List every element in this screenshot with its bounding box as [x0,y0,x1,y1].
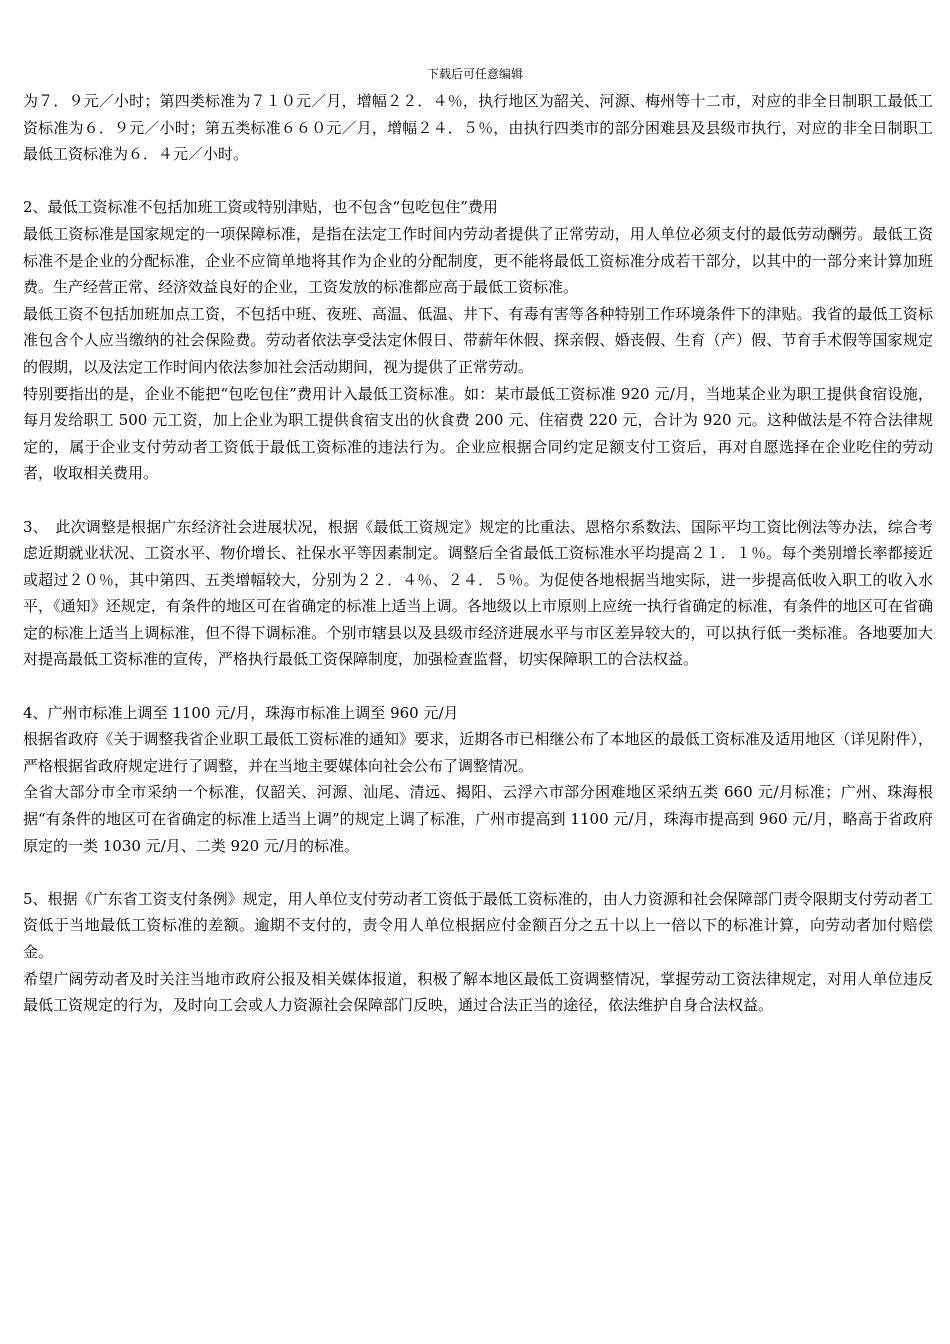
paragraph: 最低工资不包括加班加点工资，不包括中班、夜班、高温、低温、井下、有毒有害等各种特别工作环境条件下的津贴。我省的最低工资标准包含个人应当缴纳的社会保险费。劳动者依法享受法定休假日、带薪年休假、探亲假、婚丧假、生育（产）假、节育手术假等国家规定的假期，以及法定工作时间内依法参加社会活动期间，视为提供了正常劳动。 [23,304,933,376]
paragraph-gap [23,168,933,195]
section-heading: 2、最低工资标准不包括加班工资或特别津贴，也不包含“包吃包住”费用 [23,198,498,217]
paragraph: 希望广阔劳动者及时关注当地市政府公报及相关媒体报道，积极了解本地区最低工资调整情况，掌握劳动工资法律规定，对用人单位违反最低工资规定的行为，及时向工会或人力资源社会保障部门反映，通过合法正当的途径，依法维护自身合法权益。 [23,969,933,1015]
paragraph-gap [23,859,933,886]
paragraph: 最低工资标准是国家规定的一项保障标准，是指在法定工作时间内劳动者提供了正常劳动，用人单位必须支付的最低劳动酬劳。最低工资标准不是企业的分配标准，企业不应简单地将其作为企业的分配制度，更不能将最低工资标准分成若干部分，以其中的一部分来计算加班费。生产经营正常、经济效益良好的企业，工资发放的标准都应高于最低工资标准。 [23,224,933,297]
paragraph-gap [23,673,933,700]
section-heading: 4、广州市标准上调至 1100 元/月，珠海市标准上调至 960 元/月 [23,703,459,722]
paragraph-gap [23,487,933,514]
page-header: 下载后可任意编辑 [426,67,523,81]
paragraph: 根据省政府《关于调整我省企业职工最低工资标准的通知》要求，近期各市已相继公布了本地区的最低工资标准及适用地区（详见附件），严格根据省政府规定进行了调整，并在当地主要媒体向社会公布了调整情况。 [23,730,933,775]
document-body [23,88,933,1019]
paragraph: 全省大部分市全市采纳一个标准，仅韶关、河源、汕尾、清远、揭阳、云浮六市部分困难地区采纳五类 660 元/月标准；广州、珠海根据“有条件的地区可在省确定的标准上适当上调”的规定上调了标准，广州市提高到 1100 元/月，珠海市提高到 960 元/月，略高于省政府原定的一类 1030 元/月、二类 920 元/月的标准。 [23,783,933,855]
paragraph: 特别要指出的是，企业不能把“包吃包住”费用计入最低工资标准。如：某市最低工资标准 920 元/月，当地某企业为职工提供食宿设施，每月发给职工 500 元工资，加上企业为职工提供食宿支出的伙食费 200 元、住宿费 220 元，合计为 920 元。这种做法是不符合法律规定的，属于企业支付劳动者工资低于最低工资标准的违法行为。企业应根据合同约定足额支付工资后，再对自愿选择在企业吃住的劳动者，收取相关费用。 [23,384,933,483]
paragraph: 3、 此次调整是根据广东经济社会进展状况，根据《最低工资规定》规定的比重法、恩格尔系数法、国际平均工资比例法等办法，综合考虑近期就业状况、工资水平、物价增长、社保水平等因素制定。调整后全省最低工资标准水平均提高２１．１％。每个类别增长率都接近或超过２０％，其中第四、五类增幅较大，分别为２２．４％、２４．５％。为促使各地根据当地实际，进一步提高低收入职工的收入水平，《通知》还规定，有条件的地区可在省确定的标准上适当上调。各地级以上市原则上应统一执行省确定的标准，有条件的地区可在省确定的标准上适当上调标准，但不得下调标准。个别市辖县以及县级市经济进展水平与市区差异较大的，可以执行低一类标准。各地要加大对提高最低工资标准的宣传，严格执行最低工资保障制度，加强检查监督，切实保障职工的合法权益。 [23,517,933,669]
paragraph: 5、根据《广东省工资支付条例》规定，用人单位支付劳动者工资低于最低工资标准的，由人力资源和社会保障部门责令限期支付劳动者工资低于当地最低工资标准的差额。逾期不支付的，责令用人单位根据应付金额百分之五十以上一倍以下的标准计算，向劳动者加付赔偿金。 [23,889,933,961]
paragraph: 为７．９元／小时；第四类标准为７１０元／月，增幅２２．４％，执行地区为韶关、河源、梅州等十二市，对应的非全日制职工最低工资标准为６．９元／小时；第五类标准６６０元／月，增幅２４．５％，由执行四类市的部分困难县及县级市执行，对应的非全日制职工最低工资标准为６．４元／小时。 [23,92,933,164]
